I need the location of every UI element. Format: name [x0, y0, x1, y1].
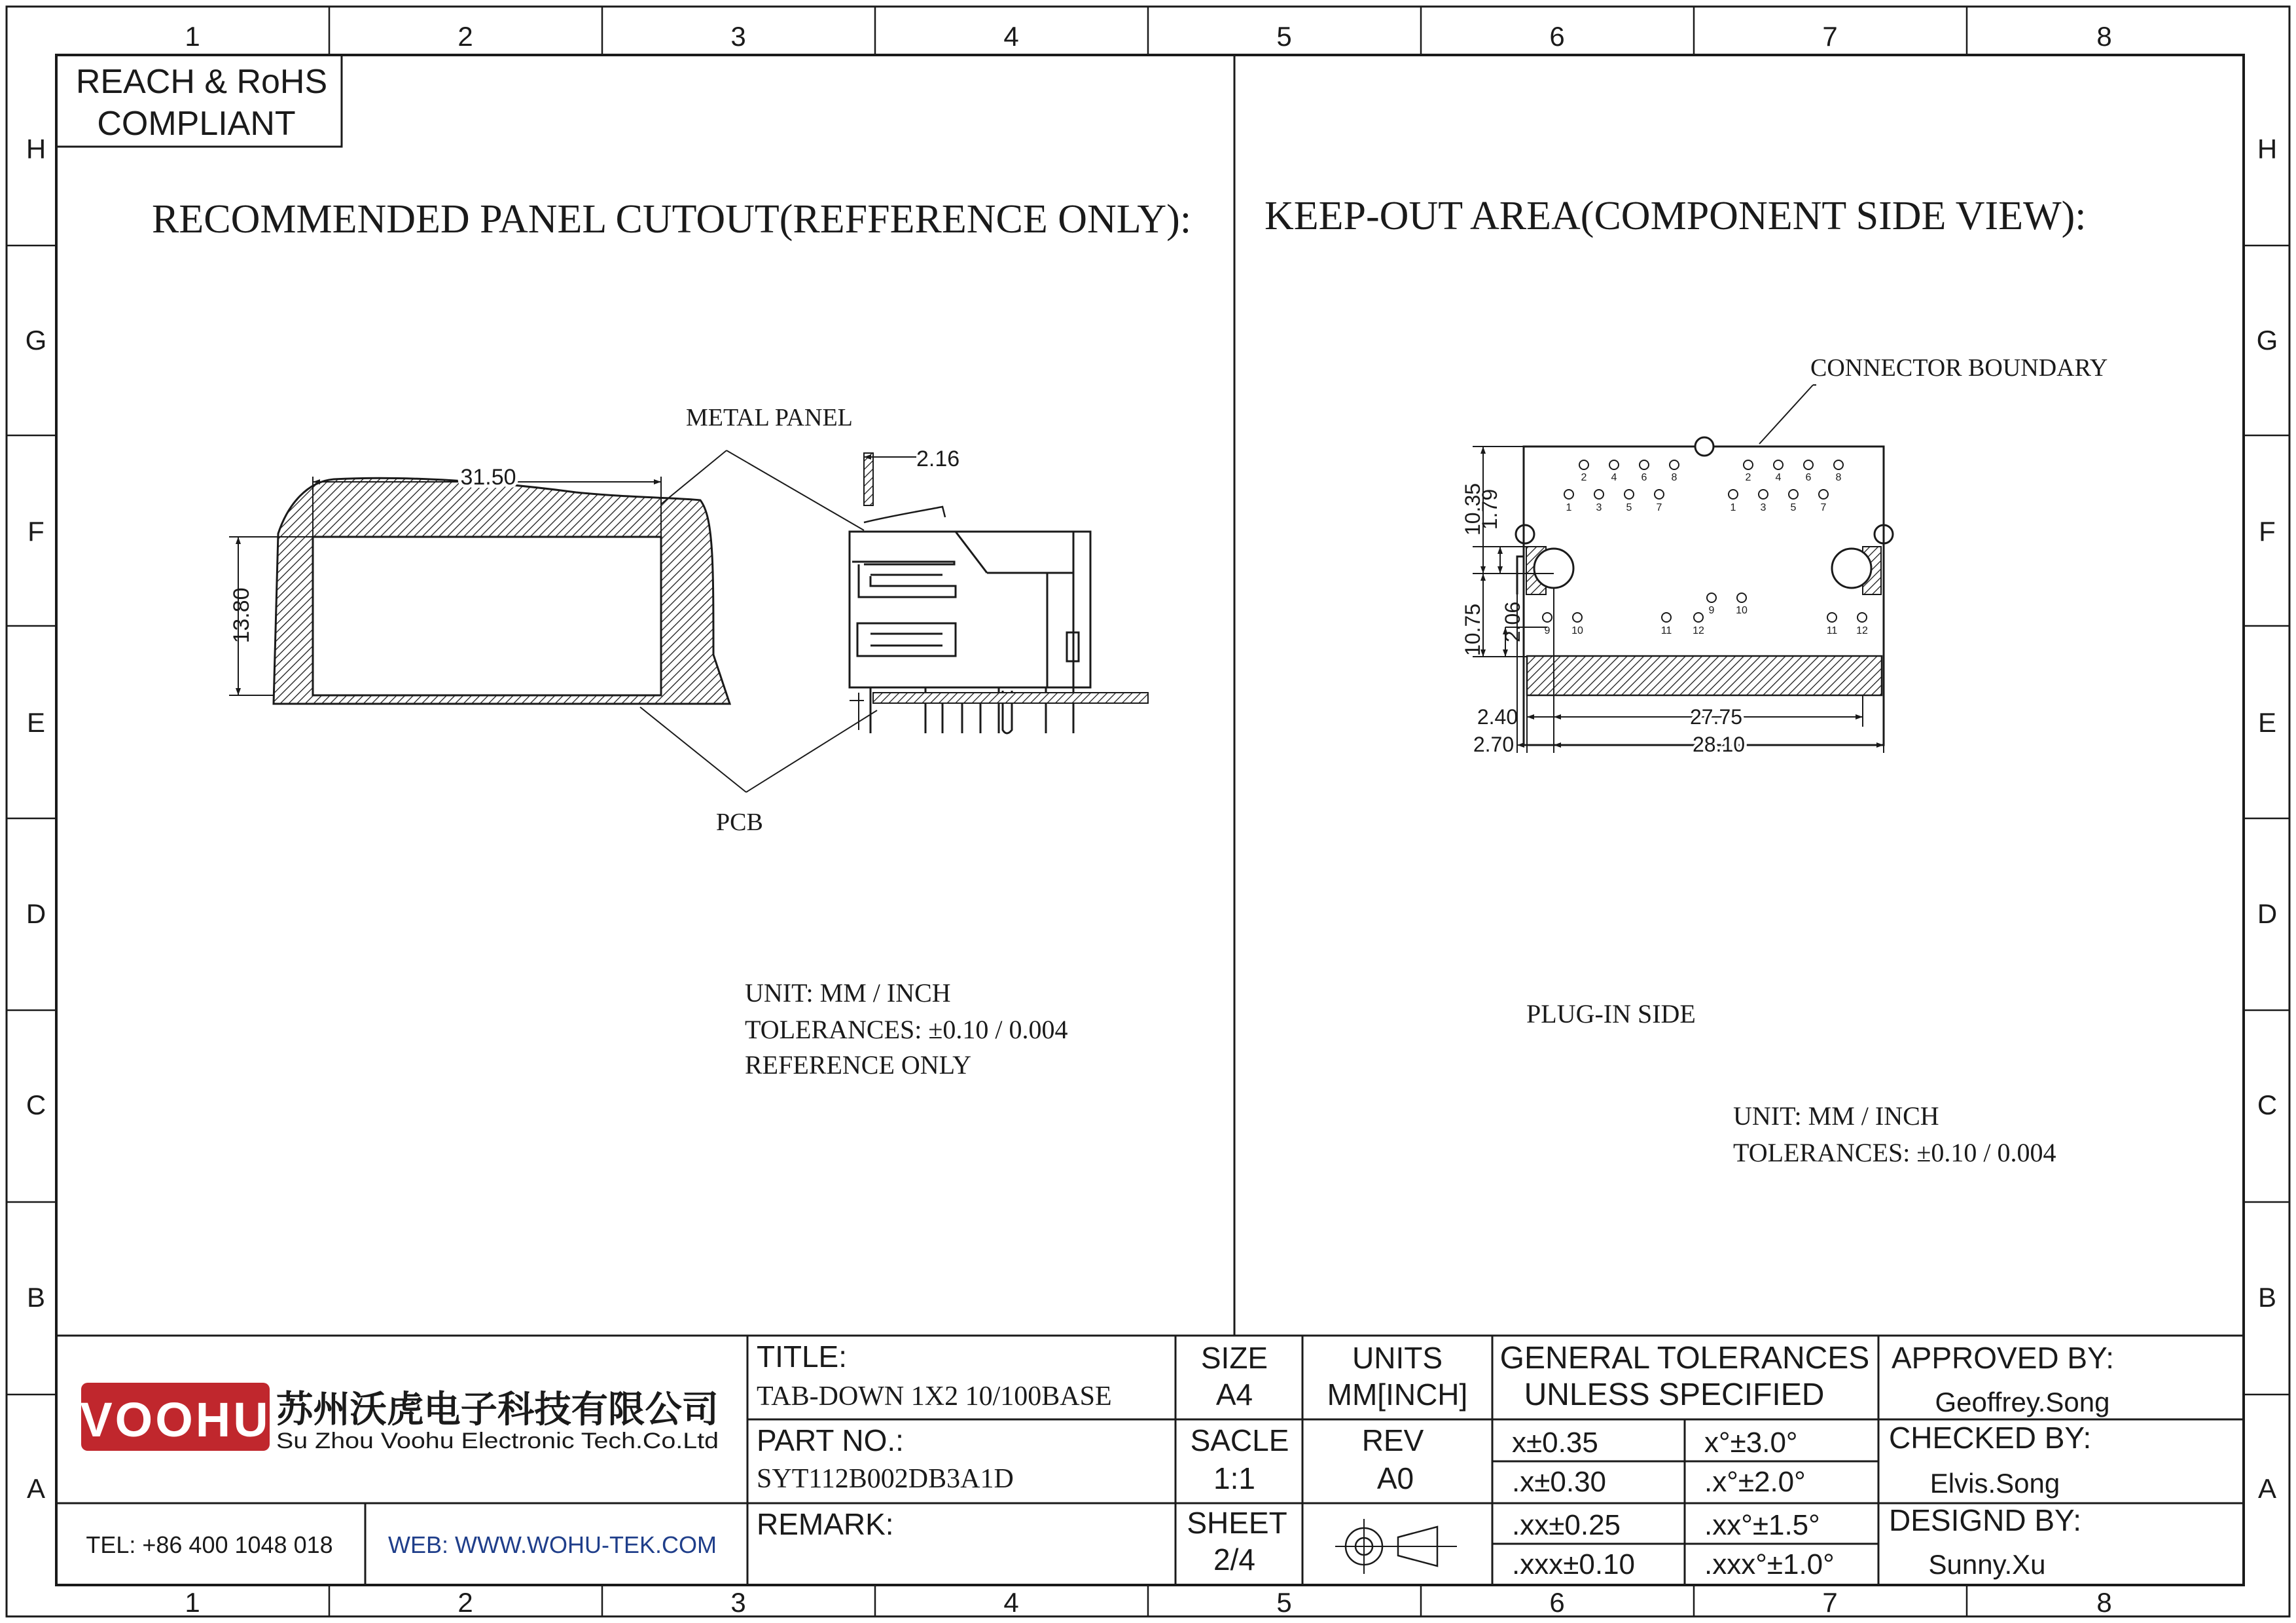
- row-label-b-left: B: [26, 1282, 46, 1313]
- units-label: UNITS: [1352, 1341, 1443, 1375]
- scale-label: SACLE: [1190, 1423, 1289, 1457]
- row-label-c-right: C: [2257, 1089, 2278, 1120]
- pin-label-6a: 6: [1641, 472, 1647, 483]
- pin-label-12b: 12: [1856, 625, 1868, 636]
- col-label-1-top: 1: [185, 21, 200, 52]
- left-note-reference: REFERENCE ONLY: [745, 1050, 971, 1080]
- panel-cutout-drawing: [229, 450, 877, 792]
- right-note-unit: UNIT: MM / INCH: [1733, 1101, 1939, 1131]
- col-label-5-top: 5: [1276, 21, 1292, 52]
- pin-label-9a: 9: [1544, 625, 1551, 636]
- left-note-unit: UNIT: MM / INCH: [745, 978, 951, 1008]
- row-label-a-left: A: [26, 1473, 46, 1504]
- dim-width-31-50: 31.50: [460, 465, 516, 490]
- tolerance-linear-2: .xx±0.25: [1512, 1509, 1621, 1541]
- row-label-g-left: G: [25, 325, 47, 356]
- checked-label: CHECKED BY:: [1889, 1421, 2092, 1455]
- dim-27-75: 27.75: [1689, 705, 1743, 729]
- part-number-label: PART NO.:: [757, 1423, 904, 1457]
- pin-label-4b: 4: [1775, 472, 1782, 483]
- tolerance-linear-0: x±0.35: [1512, 1427, 1598, 1459]
- col-label-5-bottom: 5: [1276, 1587, 1292, 1618]
- size-label: SIZE: [1200, 1341, 1268, 1375]
- dim-panel-2-16: 2.16: [916, 447, 960, 471]
- col-label-7-top: 7: [1822, 21, 1838, 52]
- keep-out-drawing: [1473, 385, 1893, 753]
- tolerance-linear-3: .xxx±0.10: [1512, 1548, 1636, 1580]
- pin-label-10a: 10: [1571, 625, 1583, 636]
- company-name-cn: 苏州沃虎电子科技有限公司: [276, 1389, 719, 1431]
- pin-label-2a: 2: [1581, 472, 1587, 483]
- row-label-b-right: B: [2257, 1282, 2277, 1313]
- col-label-3-top: 3: [730, 21, 746, 52]
- col-label-8-bottom: 8: [2096, 1587, 2112, 1618]
- pin-label-1b: 1: [1730, 502, 1736, 513]
- pin-label-7b: 7: [1820, 502, 1827, 513]
- compliance-line-2: COMPLIANT: [97, 105, 296, 143]
- left-view-title: RECOMMENDED PANEL CUTOUT(REFFERENCE ONLY):: [152, 197, 1192, 242]
- pin-label-12a: 12: [1693, 625, 1704, 636]
- tolerance-angular-0: x°±3.0°: [1704, 1427, 1798, 1459]
- pin-label-9b: 9: [1708, 605, 1715, 616]
- pin-label-6b: 6: [1805, 472, 1812, 483]
- dim-2-70: 2.70: [1473, 733, 1515, 756]
- scale-value: 1:1: [1213, 1461, 1255, 1495]
- pin-label-8b: 8: [1835, 472, 1842, 483]
- pin-label-4a: 4: [1611, 472, 1617, 483]
- voohu-logo: [80, 1383, 270, 1451]
- sheet-frame: [7, 7, 2289, 1616]
- row-label-e-right: E: [2257, 707, 2277, 738]
- dim-10-75: 10.75: [1461, 603, 1484, 657]
- row-label-h-left: H: [26, 134, 46, 164]
- col-label-8-top: 8: [2096, 21, 2112, 52]
- metal-panel-label: METAL PANEL: [686, 404, 853, 431]
- right-view-title: KEEP-OUT AREA(COMPONENT SIDE VIEW):: [1265, 194, 2087, 238]
- connector-side-view: [850, 453, 1148, 733]
- dim-10-35: 10.35: [1461, 483, 1484, 536]
- pin-label-3a: 3: [1596, 502, 1602, 513]
- pin-label-3b: 3: [1760, 502, 1767, 513]
- row-label-h-right: H: [2257, 134, 2278, 164]
- pin-label-8a: 8: [1671, 472, 1677, 483]
- pin-label-5a: 5: [1626, 502, 1632, 513]
- row-label-g-right: G: [2256, 325, 2278, 356]
- row-label-d-right: D: [2257, 898, 2278, 929]
- row-label-a-right: A: [2257, 1473, 2277, 1504]
- right-note-tolerance: TOLERANCES: ±0.10 / 0.004: [1733, 1138, 2056, 1167]
- approved-label: APPROVED BY:: [1892, 1341, 2115, 1375]
- col-label-4-bottom: 4: [1003, 1587, 1019, 1618]
- pcb-label: PCB: [716, 809, 763, 836]
- tolerance-linear-1: .x±0.30: [1512, 1466, 1607, 1498]
- col-label-7-bottom: 7: [1822, 1587, 1838, 1618]
- col-label-6-top: 6: [1549, 21, 1565, 52]
- row-label-e-left: E: [26, 707, 46, 738]
- part-number-value: SYT112B002DB3A1D: [757, 1464, 1014, 1494]
- col-label-2-top: 2: [457, 21, 473, 52]
- connector-boundary-label: CONNECTOR BOUNDARY: [1810, 354, 2108, 382]
- row-label-f-left: F: [27, 516, 45, 547]
- dim-28-10: 28.10: [1692, 733, 1746, 756]
- tolerance-angular-1: .x°±2.0°: [1704, 1466, 1806, 1498]
- title-label: TITLE:: [757, 1340, 848, 1374]
- logo-text: VOOHU: [80, 1393, 271, 1447]
- title-value: TAB-DOWN 1X2 10/100BASE: [757, 1381, 1112, 1412]
- designed-label: DESIGND BY:: [1889, 1503, 2081, 1537]
- compliance-line-1: REACH & RoHS: [75, 63, 328, 101]
- left-note-tolerance: TOLERANCES: ±0.10 / 0.004: [745, 1015, 1068, 1044]
- col-label-3-bottom: 3: [730, 1587, 746, 1618]
- pin-label-11a: 11: [1660, 625, 1672, 636]
- col-label-1-bottom: 1: [185, 1587, 200, 1618]
- col-label-6-bottom: 6: [1549, 1587, 1565, 1618]
- pin-label-2b: 2: [1745, 472, 1751, 483]
- plug-in-side-label: PLUG-IN SIDE: [1526, 999, 1696, 1029]
- sheet-value: 2/4: [1213, 1542, 1255, 1577]
- tolerance-angular-3: .xxx°±1.0°: [1704, 1548, 1835, 1580]
- tolerance-header-1: GENERAL TOLERANCES: [1499, 1341, 1870, 1376]
- pin-label-7a: 7: [1656, 502, 1662, 513]
- web-link[interactable]: WEB: WWW.WOHU-TEK.COM: [388, 1531, 717, 1558]
- compliance-box: [56, 55, 342, 147]
- size-value: A4: [1215, 1377, 1253, 1412]
- dim-2-40: 2.40: [1477, 705, 1518, 729]
- pin-label-11b: 11: [1826, 625, 1838, 636]
- rev-label: REV: [1361, 1423, 1424, 1457]
- tolerance-header-2: UNLESS SPECIFIED: [1524, 1377, 1825, 1412]
- tel-text: TEL: +86 400 1048 018: [86, 1531, 333, 1558]
- row-label-c-left: C: [26, 1089, 46, 1120]
- dim-2-06: 2.06: [1501, 601, 1524, 643]
- dim-height-13-80: 13.80: [229, 587, 254, 644]
- pin-label-1a: 1: [1566, 502, 1572, 513]
- approved-value: Geoffrey.Song: [1935, 1387, 2110, 1417]
- designed-value: Sunny.Xu: [1928, 1549, 2046, 1580]
- row-label-d-left: D: [26, 898, 46, 929]
- rev-value: A0: [1376, 1461, 1414, 1495]
- third-angle-projection-icon: [1335, 1519, 1457, 1574]
- pin-label-5b: 5: [1790, 502, 1797, 513]
- tolerance-angular-2: .xx°±1.5°: [1704, 1509, 1820, 1541]
- col-label-4-top: 4: [1003, 21, 1019, 52]
- col-label-2-bottom: 2: [457, 1587, 473, 1618]
- pin-label-10b: 10: [1736, 605, 1748, 616]
- row-label-f-right: F: [2259, 516, 2276, 547]
- checked-value: Elvis.Song: [1929, 1468, 2060, 1499]
- remark-label: REMARK:: [757, 1507, 894, 1541]
- company-name-en: Su Zhou Voohu Electronic Tech.Co.Ltd: [276, 1429, 719, 1453]
- units-value: MM[INCH]: [1327, 1377, 1468, 1412]
- dim-1-79: 1.79: [1478, 488, 1501, 530]
- sheet-label: SHEET: [1187, 1506, 1287, 1540]
